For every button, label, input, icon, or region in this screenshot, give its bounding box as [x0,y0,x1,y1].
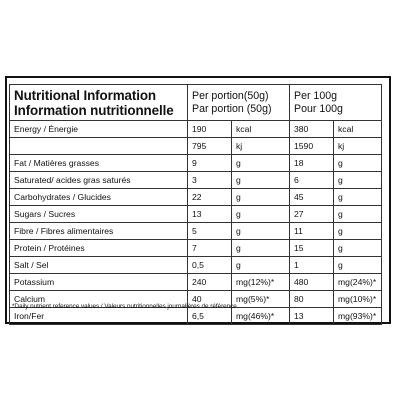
per-portion-value: 795 [188,138,232,155]
table-row [10,240,382,257]
nutrient-label: Calcium [10,291,188,308]
per-100g-value: 27 [290,206,334,223]
per-100g-unit: mg(10%)* [334,291,382,308]
per-portion-value: 6,5 [188,308,232,325]
per-100g-value: 6 [290,172,334,189]
per-portion-unit: g [232,155,290,172]
nutrient-label: Carbohydrates / Glucides [10,189,188,206]
per-portion-value: 0,5 [188,257,232,274]
per-portion-unit: g [232,189,290,206]
table-row [10,138,382,155]
table-row [10,257,382,274]
table-row [10,308,382,325]
title-english: Nutritional Information [14,87,157,103]
nutrient-label: Energy / Énergie [10,121,188,138]
footnote: *Daily nutrient reference values / Valeurs nutritionnelles journalières de référence [12,303,237,310]
table-row [10,172,382,189]
per-100g-value: 1590 [290,138,334,155]
per-100g-unit: g [334,223,382,240]
per-portion-value: 22 [188,189,232,206]
per-100g-value: 380 [290,121,334,138]
per-100g-english: Per 100g [294,89,337,102]
nutrient-label: Fat / Matières grasses [10,155,188,172]
per-portion-unit: mg(5%)* [232,291,290,308]
nutrient-label: Salt / Sel [10,257,188,274]
nutrient-label: Protein / Protéines [10,240,188,257]
nutrient-rows [10,121,382,325]
per-100g-unit: g [334,240,382,257]
table-row [10,206,382,223]
table-title-cell [10,85,188,121]
per-portion-value: 7 [188,240,232,257]
per-portion-value: 3 [188,172,232,189]
per-portion-value: 240 [188,274,232,291]
per-portion-value: 5 [188,223,232,240]
table-row [10,189,382,206]
per-portion-value: 40 [188,291,232,308]
per-portion-unit: g [232,223,290,240]
per-100g-unit: g [334,257,382,274]
per-portion-french: Par portion (50g) [192,102,272,115]
per-portion-unit: mg(12%)* [232,274,290,291]
per-100g-french: Pour 100g [294,102,343,115]
per-portion-unit: g [232,257,290,274]
per-portion-header [188,85,290,121]
per-portion-unit: kj [232,138,290,155]
per-100g-unit: kj [334,138,382,155]
nutrient-label: Fibre / Fibres alimentaires [10,223,188,240]
table-row [10,274,382,291]
nutrient-label: Potassium [10,274,188,291]
per-100g-unit: g [334,189,382,206]
nutrient-label: Sugars / Sucres [10,206,188,223]
per-100g-value: 480 [290,274,334,291]
per-100g-unit: g [334,172,382,189]
table-row [10,223,382,240]
per-portion-unit: kcal [232,121,290,138]
per-100g-value: 80 [290,291,334,308]
table-header-row [10,85,382,121]
per-portion-english: Per portion(50g) [192,89,269,102]
per-portion-unit: g [232,206,290,223]
nutrient-label: Iron/Fer [10,308,188,325]
table-row [10,155,382,172]
per-portion-unit: mg(46%)* [232,308,290,325]
per-100g-unit: mg(24%)* [334,274,382,291]
per-100g-value: 1 [290,257,334,274]
per-100g-value: 45 [290,189,334,206]
per-portion-value: 9 [188,155,232,172]
nutrient-label [10,138,188,155]
nutrient-label: Saturated/ acides gras saturés [10,172,188,189]
table-row [10,121,382,138]
per-portion-value: 13 [188,206,232,223]
per-portion-unit: g [232,240,290,257]
per-100g-unit: kcal [334,121,382,138]
per-100g-unit: g [334,155,382,172]
per-portion-unit: g [232,172,290,189]
per-100g-value: 11 [290,223,334,240]
per-100g-header [290,85,382,121]
per-100g-value: 18 [290,155,334,172]
per-portion-value: 190 [188,121,232,138]
per-100g-unit: g [334,206,382,223]
per-100g-value: 13 [290,308,334,325]
per-100g-unit: mg(93%)* [334,308,382,325]
per-100g-value: 15 [290,240,334,257]
title-french: Information nutritionnelle [14,102,174,118]
nutrition-table [9,84,382,325]
